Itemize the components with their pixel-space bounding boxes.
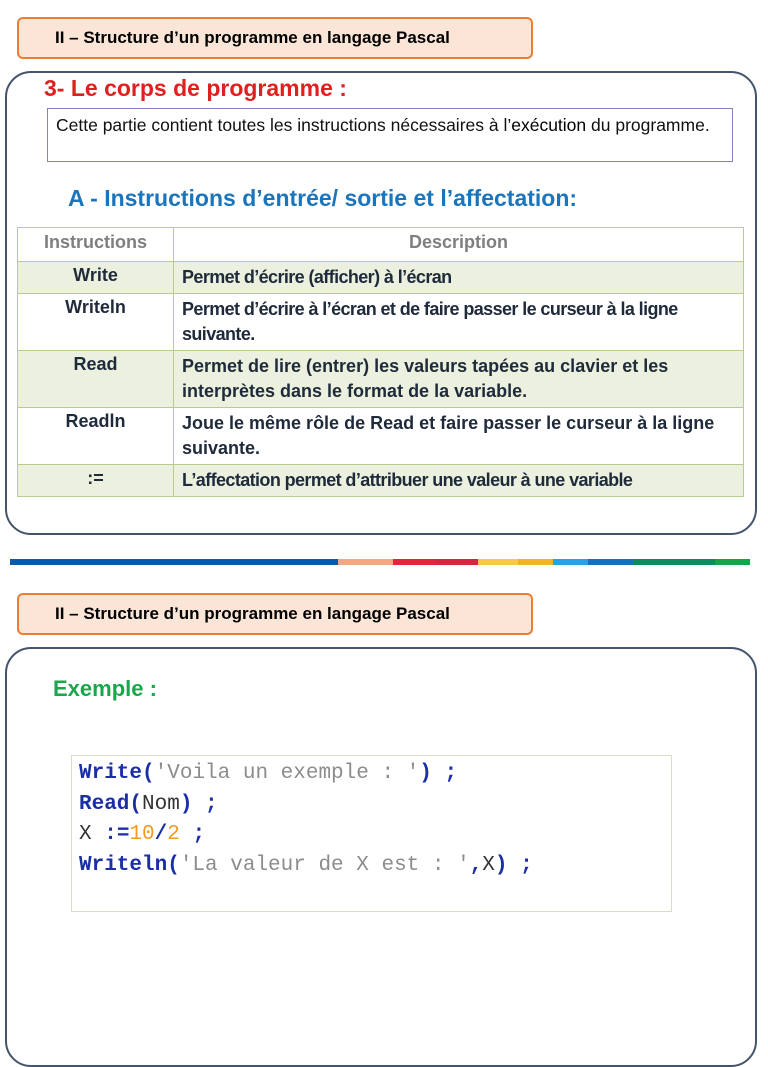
code-identifier: X [79, 823, 105, 846]
code-paren: ) [179, 792, 193, 816]
code-paren: ) [494, 853, 508, 877]
stripe-segment [588, 559, 633, 565]
code-paren: ( [129, 792, 143, 816]
code-block [71, 755, 672, 912]
table-row [18, 465, 744, 497]
instruction-desc: Joue le même rôle de Read et faire passer le curseur à la ligne suivante. [174, 408, 744, 465]
slide1-header-text: II – Structure d’un programme en langage Pascal [55, 28, 450, 47]
stripe-segment [518, 559, 553, 565]
stripe-segment [478, 559, 518, 565]
slide2-header-text: II – Structure d’un programme en langage Pascal [55, 604, 450, 623]
example-title: Exemple : [53, 676, 157, 701]
intro-part2: du programme. [586, 115, 710, 135]
code-divide-operator: / [154, 823, 168, 846]
intro-emphasis: exécution [511, 115, 587, 135]
code-semicolon: ; [192, 792, 218, 816]
table-header-row [18, 228, 744, 262]
instructions-table [17, 227, 744, 497]
code-string: 'Voila un exemple : ' [154, 762, 420, 785]
code-assign-operator: := [104, 823, 130, 846]
code-line-4 [79, 851, 671, 882]
instruction-desc: Permet d’écrire (afficher) à l’écran [174, 262, 744, 294]
code-semicolon: ; [507, 853, 533, 877]
header-instructions: Instructions [18, 228, 174, 262]
instruction-desc: Permet d’écrire à l’écran et de faire passer le curseur à la ligne suivante. [174, 294, 744, 351]
stripe-segment [10, 559, 338, 565]
code-line-2 [79, 790, 671, 821]
code-identifier: Nom [142, 792, 180, 816]
instruction-name: Writeln [18, 294, 174, 351]
table-row [18, 351, 744, 408]
stripe-segment [393, 559, 435, 565]
code-number: 2 [167, 823, 180, 846]
instruction-name: Read [18, 351, 174, 408]
intro-text-box [47, 108, 733, 162]
intro-part1: Cette partie contient toutes les instructions nécessaires à l’ [56, 115, 512, 135]
code-comma: , [469, 853, 483, 877]
section-title: 3- Le corps de programme : [44, 75, 347, 101]
stripe-segment [633, 559, 715, 565]
table-row [18, 262, 744, 294]
table-row [18, 294, 744, 351]
subtitle: A - Instructions d’entrée/ sortie et l’affectation: [68, 185, 578, 211]
code-paren: ( [142, 762, 155, 785]
code-keyword: Read [79, 792, 130, 816]
stripe-segment [338, 559, 393, 565]
instruction-name: Readln [18, 408, 174, 465]
code-line-1 [79, 759, 671, 790]
code-string: 'La valeur de X est : ' [179, 853, 470, 877]
header-description: Description [174, 228, 744, 262]
stripe-segment [715, 559, 750, 565]
code-semicolon: ; [431, 762, 458, 785]
stripe-segment [435, 559, 478, 565]
code-number: 10 [129, 823, 155, 846]
stripe-segment [553, 559, 588, 565]
code-keyword: Write [79, 762, 143, 785]
instruction-desc: Permet de lire (entrer) les valeurs tapées au clavier et les interprètes dans le format de la variable. [174, 351, 744, 408]
instruction-name: Write [18, 262, 174, 294]
instruction-name: := [18, 465, 174, 497]
code-semicolon: ; [179, 823, 206, 846]
code-identifier: X [482, 853, 495, 877]
table-row [18, 408, 744, 465]
slide1-header-tab [17, 17, 533, 59]
slide2-header-tab [17, 593, 533, 635]
instruction-desc: L’affectation permet d’attribuer une valeur à une variable [174, 465, 744, 497]
code-paren: ( [167, 853, 180, 877]
code-keyword: Writeln [79, 853, 168, 877]
code-paren: ) [419, 762, 432, 785]
code-line-3 [79, 820, 671, 851]
